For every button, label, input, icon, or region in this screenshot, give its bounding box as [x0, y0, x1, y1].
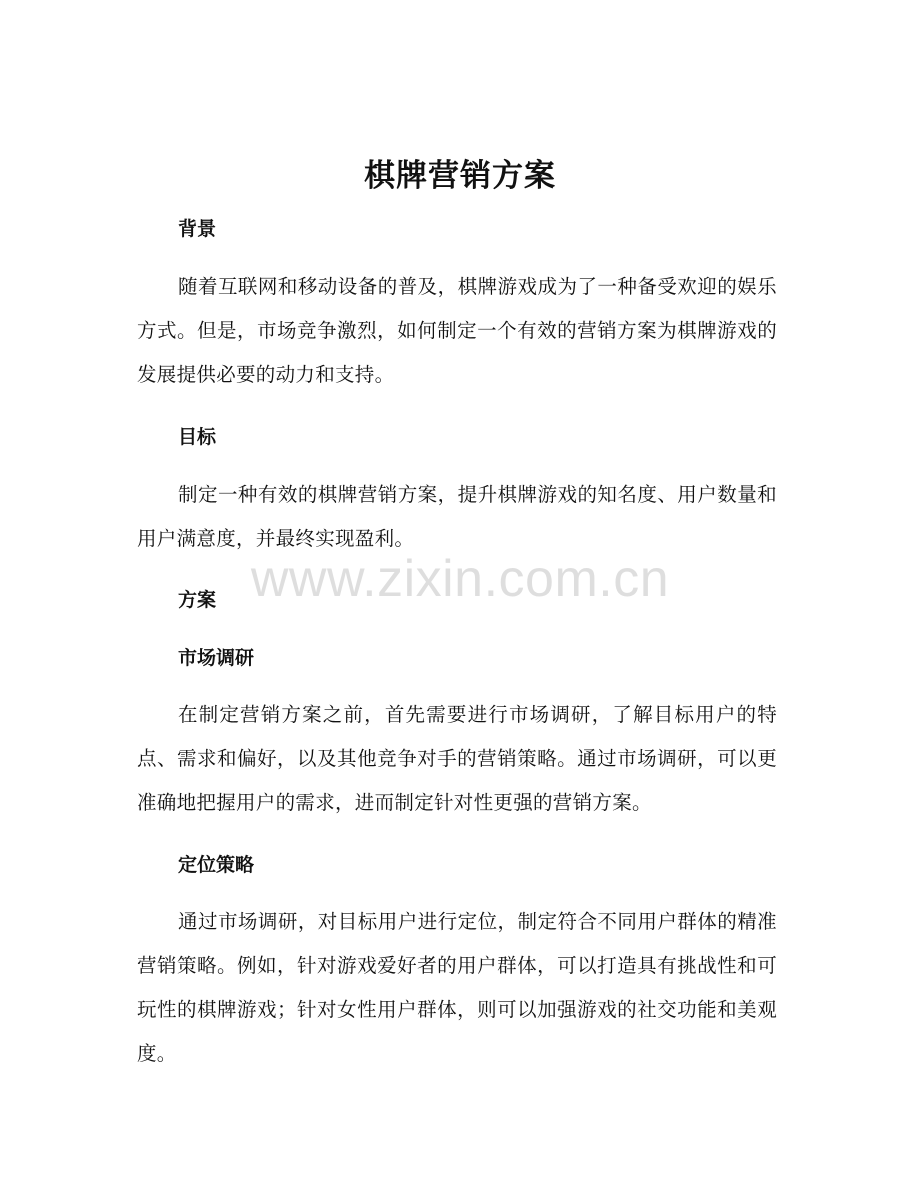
section-heading-plan: 方案 — [178, 589, 217, 611]
watermark-text: www.zixin.com.cn — [250, 550, 670, 608]
section-heading-market-research: 市场调研 — [178, 647, 255, 669]
paragraph-market-research: 在制定营销方案之前，首先需要进行市场调研，了解目标用户的特点、需求和偏好，以及其他竞争对手的营销策略。通过市场调研，可以更准确地把握用户的需求，进而制定针对性更强的营销方案。 — [137, 703, 777, 814]
section-heading-background: 背景 — [178, 218, 217, 240]
paragraph-goal: 制定一种有效的棋牌营销方案，提升棋牌游戏的知名度、用户数量和用户满意度，并最终实现盈利。 — [137, 483, 777, 550]
section-heading-positioning: 定位策略 — [178, 854, 255, 876]
paragraph-positioning: 通过市场调研，对目标用户进行定位，制定符合不同用户群体的精准营销策略。例如，针对游戏爱好者的用户群体，可以打造具有挑战性和可玩性的棋牌游戏；针对女性用户群体，则可以加强游戏的社交功能和美观度。 — [137, 910, 777, 1065]
paragraph-background: 随着互联网和移动设备的普及，棋牌游戏成为了一种备受欢迎的娱乐方式。但是，市场竞争激烈，如何制定一个有效的营销方案为棋牌游戏的发展提供必要的动力和支持。 — [137, 275, 777, 386]
document-title: 棋牌营销方案 — [364, 158, 556, 194]
section-heading-goal: 目标 — [178, 426, 217, 448]
